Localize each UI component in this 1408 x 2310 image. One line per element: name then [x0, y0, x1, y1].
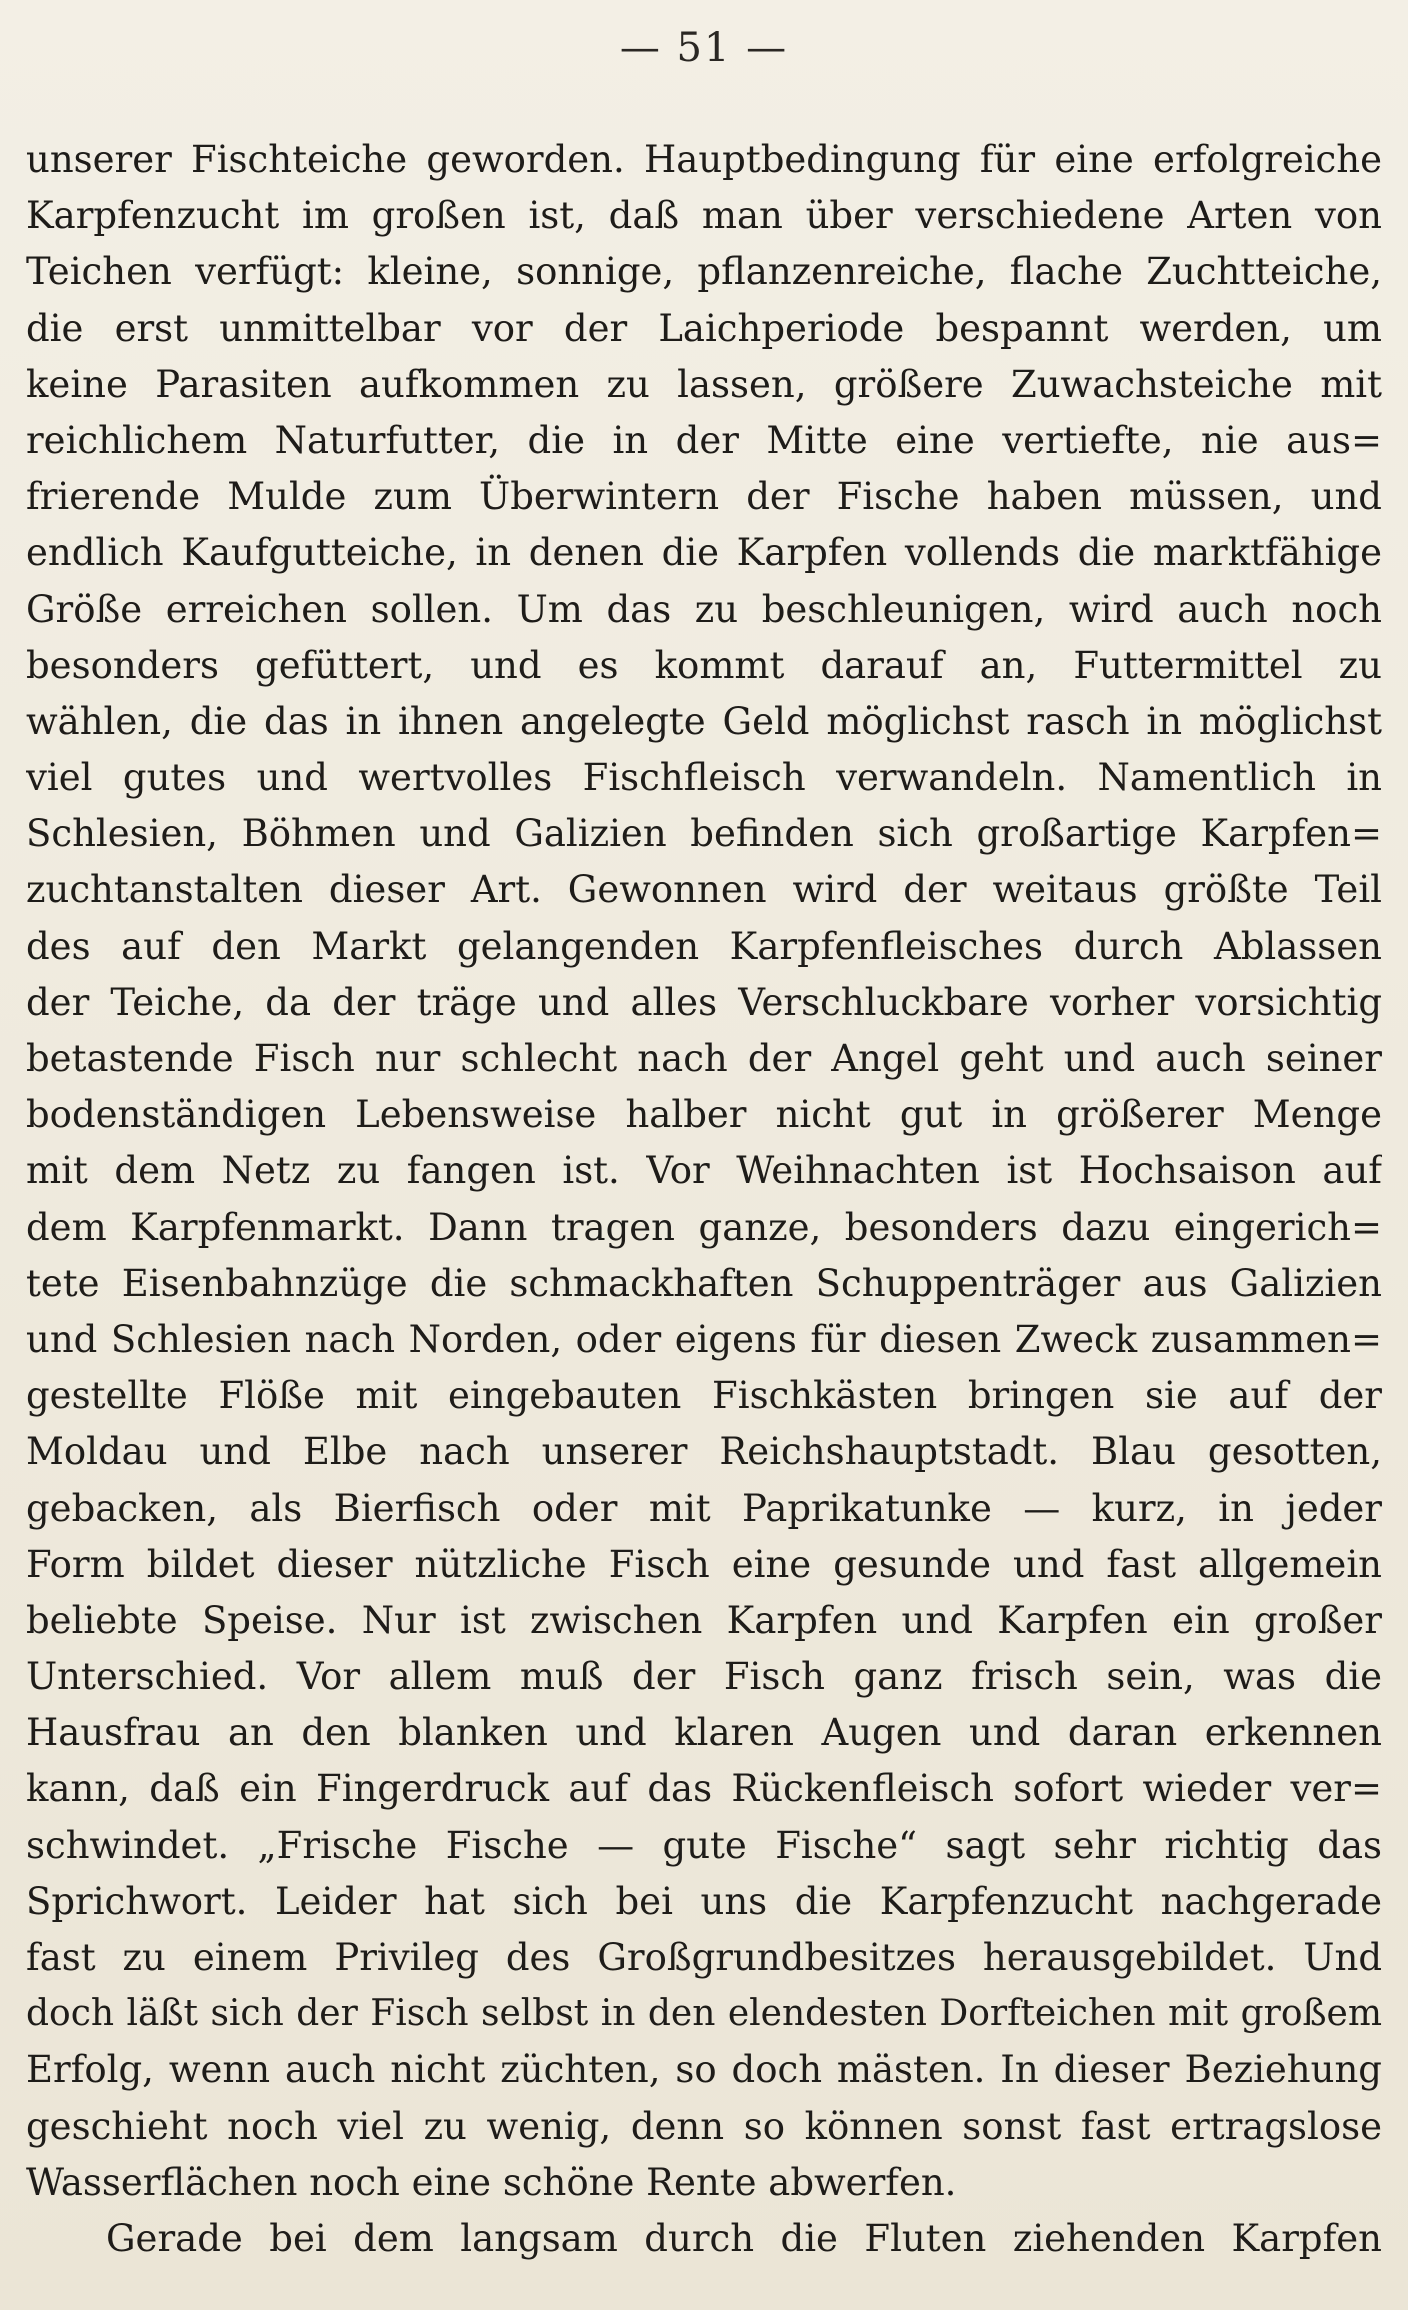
text-line: Größe erreichen sollen. Um das zu beschleunigen, wird auch noch [26, 587, 1382, 631]
text-line: beliebte Speise. Nur ist zwischen Karpfen und Karpfen ein großer [26, 1598, 1382, 1642]
text-line: gestellte Flöße mit eingebauten Fischkästen bringen sie auf der [26, 1374, 1382, 1418]
paragraph-end-line: Wasserflächen noch eine schöne Rente abwerfen. [26, 2160, 957, 2204]
text-line: Moldau und Elbe nach unserer Reichshauptstadt. Blau gesotten, [26, 1430, 1382, 1474]
text-line: betastende Fisch nur schlecht nach der Angel geht und auch seiner [26, 1037, 1382, 1080]
text-line: Schlesien, Böhmen und Galizien befinden sich großartige Karpfen= [26, 812, 1382, 856]
text-line: des auf den Markt gelangenden Karpfenfleisches durch Ablassen [26, 924, 1382, 968]
text-line: keine Parasiten aufkommen zu lassen, größere Zuwachsteiche mit [26, 362, 1382, 406]
text-line: Karpfenzucht im großen ist, daß man über verschiedene Arten von [26, 194, 1382, 238]
paragraph-start-line: Gerade bei dem langsam durch die Fluten ziehenden Karpfen [106, 2216, 1382, 2260]
page-number: — 51 — [619, 25, 789, 71]
text-line: die erst unmittelbar vor der Laichperiode bespannt werden, um [26, 306, 1382, 350]
text-line: Erfolg, wenn auch nicht züchten, so doch mästen. In dieser Beziehung [26, 2048, 1382, 2092]
text-line: unserer Fischteiche geworden. Hauptbedingung für eine erfolgreiche [26, 138, 1382, 181]
text-line: dem Karpfenmarkt. Dann tragen ganze, besonders dazu eingerich= [26, 1205, 1382, 1249]
text-line: kann, daß ein Fingerdruck auf das Rückenfleisch sofort wieder ver= [26, 1767, 1382, 1811]
text-line: mit dem Netz zu fangen ist. Vor Weihnachten ist Hochsaison auf [26, 1149, 1382, 1193]
text-line: geschieht noch viel zu wenig, denn so können sonst fast ertragslose [26, 2104, 1382, 2148]
text-line: Unterschied. Vor allem muß der Fisch ganz frisch sein, was die [26, 1655, 1382, 1699]
text-line: bodenständigen Lebensweise halber nicht gut in größerer Menge [26, 1093, 1382, 1137]
text-line: fast zu einem Privileg des Großgrundbesitzes herausgebildet. Und [26, 1936, 1382, 1979]
text-line: reichlichem Naturfutter, die in der Mitte eine vertiefte, nie aus= [26, 418, 1382, 462]
text-line: zuchtanstalten dieser Art. Gewonnen wird der weitaus größte Teil [26, 868, 1382, 912]
text-line: frierende Mulde zum Überwintern der Fische haben müssen, und [26, 475, 1382, 519]
text-line: Teichen verfügt: kleine, sonnige, pflanzenreiche, flache Zuchtteiche, [26, 250, 1382, 294]
text-line: der Teiche, da der träge und alles Verschluckbare vorher vorsichtig [26, 980, 1382, 1024]
text-line: tete Eisenbahnzüge die schmackhaften Schuppenträger aus Galizien [26, 1261, 1382, 1305]
body-text [26, 132, 1382, 2267]
text-line: Form bildet dieser nützliche Fisch eine gesunde und fast allgemein [26, 1542, 1382, 1586]
text-line: gebacken, als Bierfisch oder mit Paprikatunke — kurz, in jeder [26, 1486, 1382, 1530]
text-line: endlich Kaufgutteiche, in denen die Karpfen vollends die marktfähige [26, 531, 1382, 575]
text-line: doch läßt sich der Fisch selbst in den elendesten Dorfteichen mit großem [26, 1993, 1382, 2035]
text-line: Sprichwort. Leider hat sich bei uns die Karpfenzucht nachgerade [26, 1879, 1382, 1923]
text-line: und Schlesien nach Norden, oder eigens für diesen Zweck zusammen= [26, 1317, 1382, 1361]
text-line: viel gutes und wertvolles Fischfleisch verwandeln. Namentlich in [26, 756, 1382, 800]
text-line: besonders gefüttert, und es kommt darauf an, Futtermittel zu [26, 643, 1382, 687]
text-line: Hausfrau an den blanken und klaren Augen und daran erkennen [26, 1711, 1382, 1755]
text-line: schwindet. „Frische Fische — gute Fische“ sagt sehr richtig das [26, 1823, 1382, 1867]
text-line: wählen, die das in ihnen angelegte Geld möglichst rasch in möglichst [26, 699, 1382, 743]
